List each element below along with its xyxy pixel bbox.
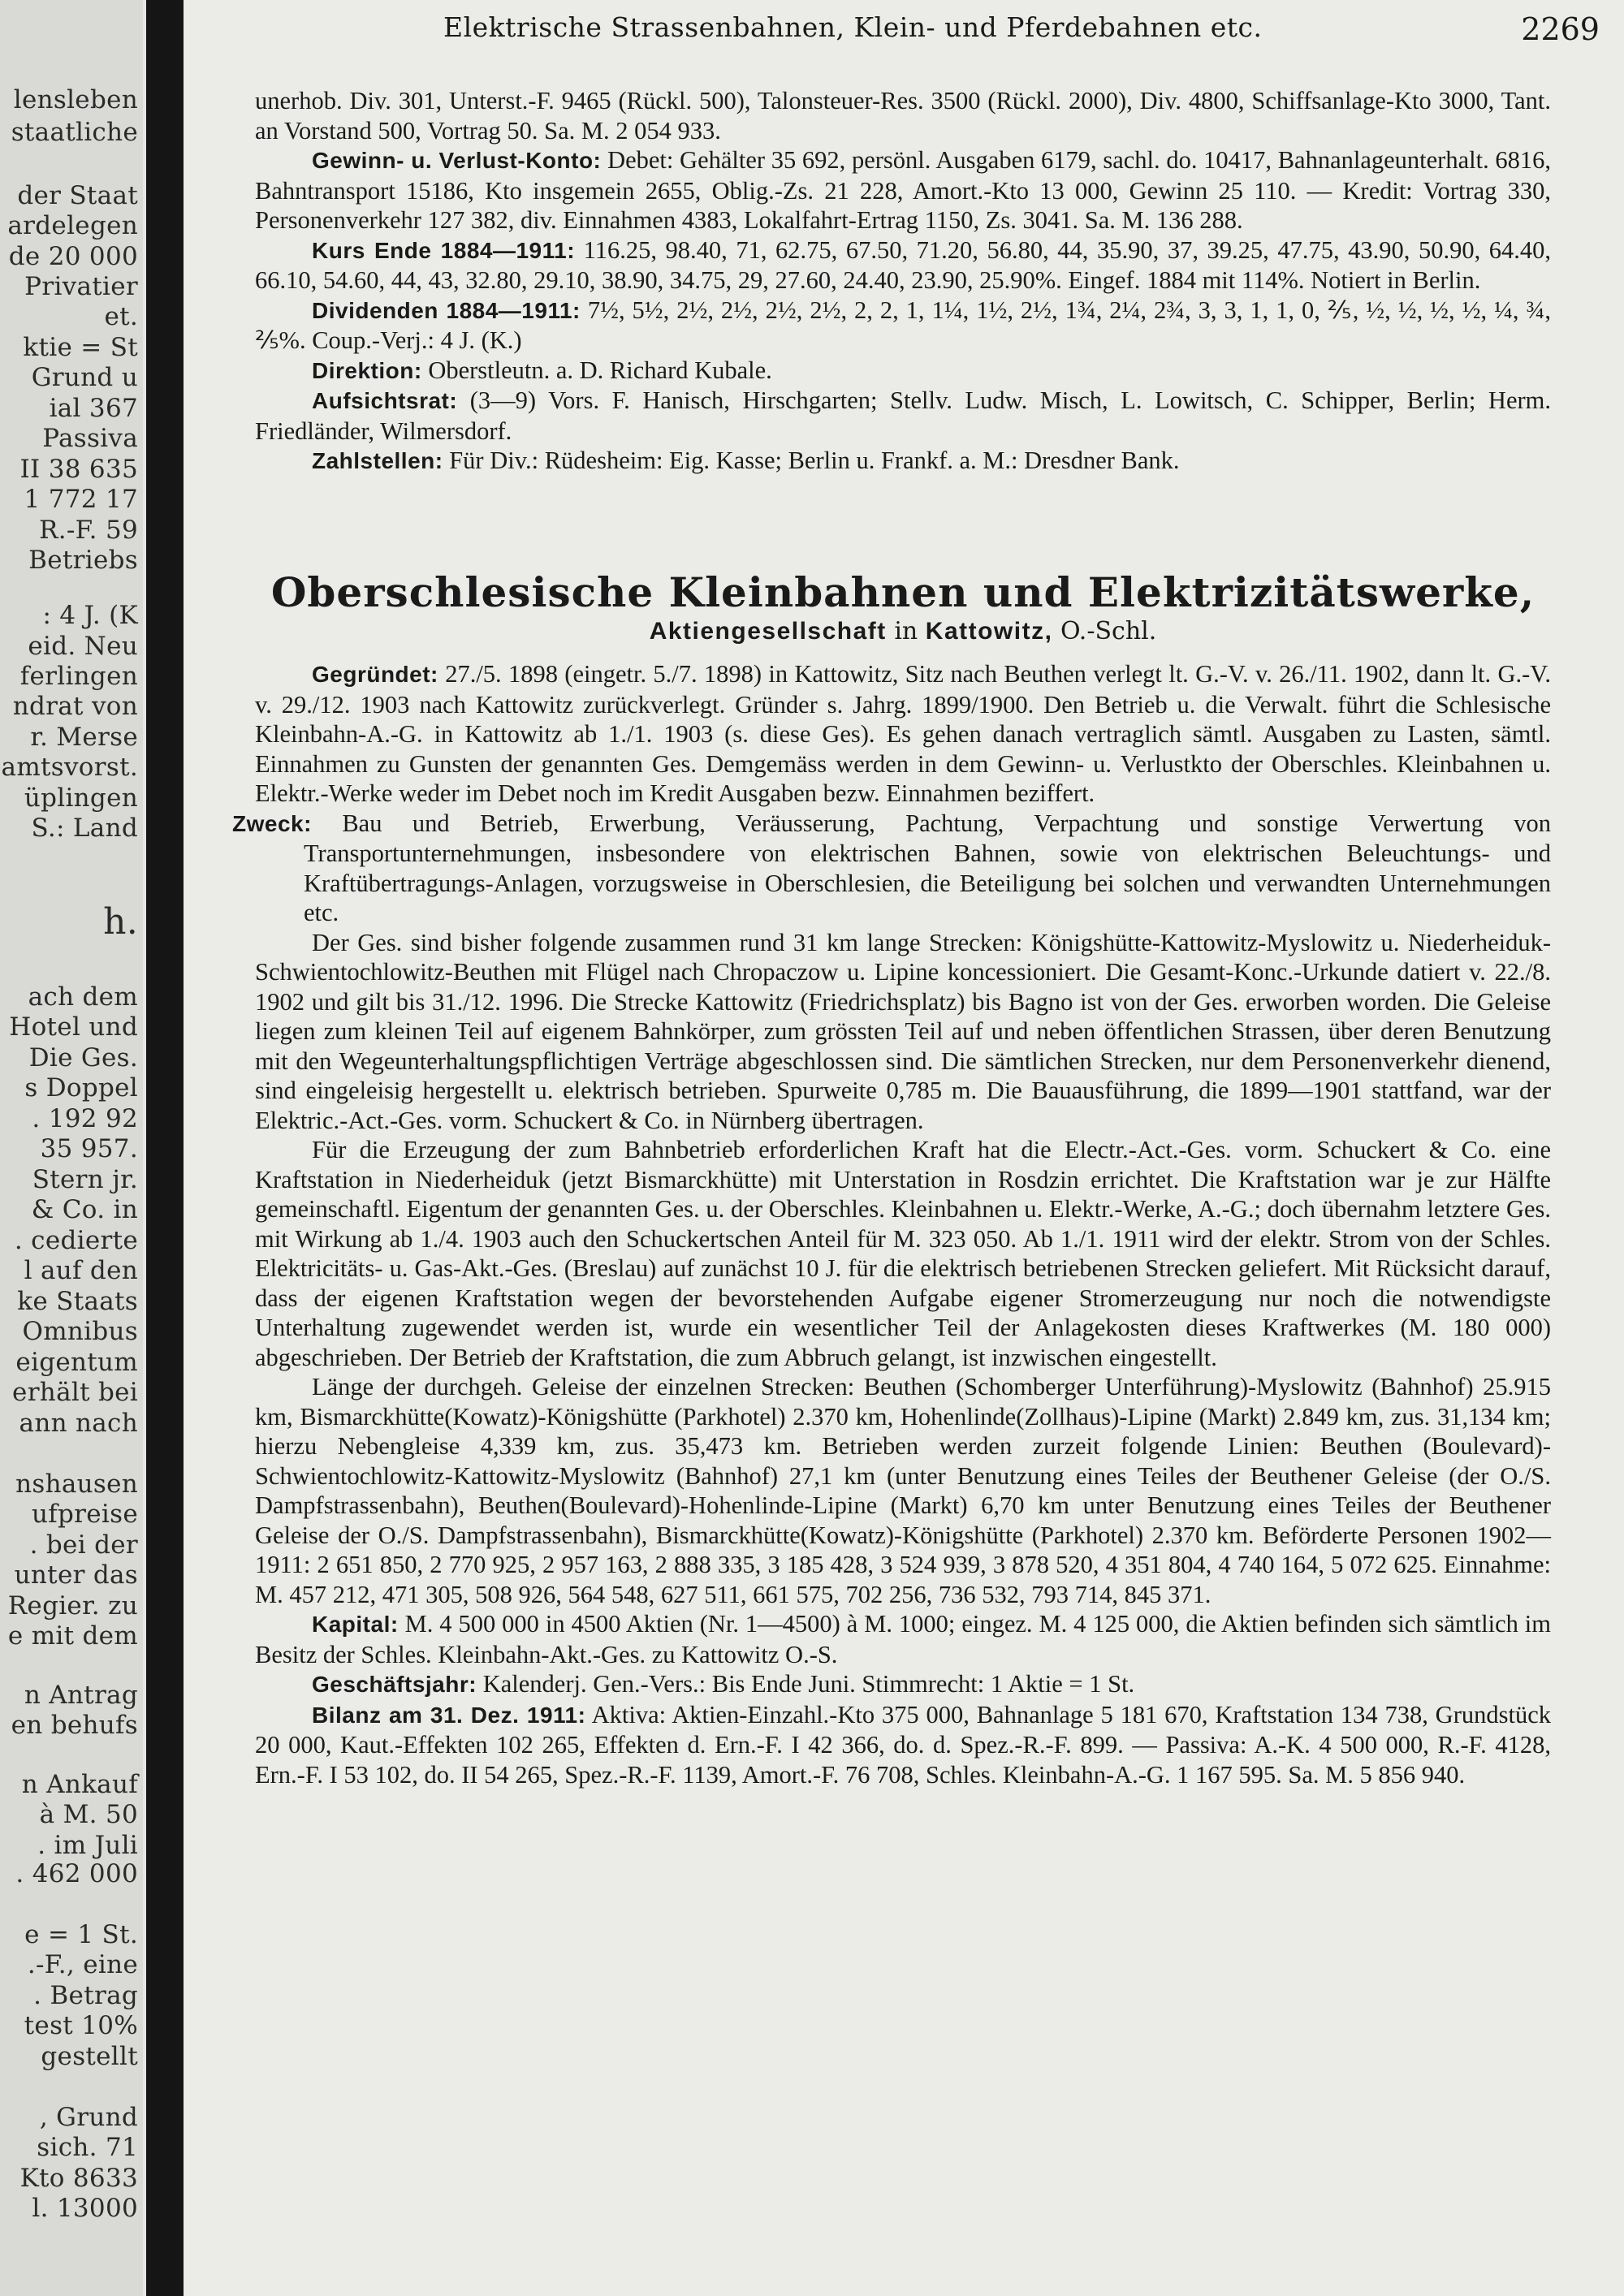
company-region: O.-Schl. — [1052, 617, 1157, 645]
previous-page-fragment: ann nach — [19, 1409, 138, 1438]
section-label: Bilanz am 31. Dez. 1911: — [312, 1702, 586, 1728]
section-label: Kurs Ende 1884—1911: — [312, 237, 576, 263]
previous-page-fragment: . Betrag — [33, 1981, 138, 2010]
previous-page-fragment: erhält bei — [12, 1378, 138, 1407]
section-label: Zahlstellen: — [312, 448, 443, 473]
previous-page-fragment: .-F., eine — [27, 1950, 138, 1979]
previous-page-fragment: . 462 000 — [15, 1859, 138, 1888]
paragraph-text: Debet: Gehälter 35 692, persönl. Ausgaben 6179, sachl. do. 10417, Bahnanlageunterhalt. 6816, Bahntransport 15186, Kto insgemein 2655, Oblig.-Zs. 21 228, Amort.-Kto 13 000, Gewinn 25 110. — Kredit: Vortrag 330, Personenverkehr 127 382, div. Einnahmen 4383, Lokalfahrt-Ertrag 1150, Zs. 3041. Sa. M. 136 288. — [255, 146, 1552, 234]
running-head-title: Elektrische Strassenbahnen, Klein- und Pferdebahnen etc. — [443, 11, 1263, 43]
previous-page-fragment: Die Ges. — [28, 1043, 138, 1072]
paragraph-text: 7½, 5½, 2½, 2½, 2½, 2½, 2, 2, 1, 1¼, 1½, 2½, 1¾, 2¼, 2¾, 3, 3, 1, 1, 0, ⅖, ½, ½, ½, ½, ¼, ¾, ⅖%. Coup.-Verj.: 4 J. (K.) — [255, 296, 1552, 354]
previous-page-fragment: à M. 50 — [39, 1800, 138, 1829]
previous-page-fragment: sich. 71 — [37, 2133, 138, 2162]
previous-page-fragment: h. — [103, 901, 138, 943]
book-gutter — [146, 0, 184, 2296]
previous-page-fragment: l auf den — [24, 1256, 138, 1285]
previous-page-fragment: l. 13000 — [32, 2194, 138, 2223]
paragraph-text: Kalenderj. Gen.-Vers.: Bis Ende Juni. Stimmrecht: 1 Aktie = 1 St. — [482, 1670, 1135, 1698]
company-subtitle — [255, 617, 1551, 646]
company-form: Aktiengesellschaft — [649, 618, 887, 645]
section-label: Zweck: — [232, 810, 312, 836]
subtitle-in: in — [886, 617, 926, 645]
previous-page-fragment: test 10% — [24, 2011, 138, 2040]
page-number: 2269 — [1521, 11, 1600, 47]
previous-page-fragment: eid. Neu — [28, 632, 138, 661]
paragraph — [255, 1700, 1551, 1790]
paragraph — [255, 86, 1551, 145]
previous-page-fragment: . cedierte — [14, 1226, 138, 1255]
previous-page-fragment: S.: Land — [31, 814, 138, 843]
previous-page-fragment: & Co. in — [31, 1195, 138, 1224]
page — [184, 0, 1624, 2296]
paragraph-text: Aktiva: Aktien-Einzahl.-Kto 375 000, Bahnanlage 5 181 670, Kraftstation 134 738, Grundstück 20 000, Kaut.-Effekten 102 265, Effekten d. Ern.-F. I 42 366, do. d. Spez.-R.-F. 899. — Passiva: A.-K. 4 500 000, R.-F. 4128, Ern.-F. I 53 102, do. II 54 265, Spez.-R.-F. 1139, Amort.-F. 76 708, Schles. Kleinbahn-A.-G. 1 167 595. Sa. M. 5 856 940. — [255, 1700, 1551, 1789]
previous-page-fragment: e mit dem — [7, 1621, 138, 1651]
previous-page-fragment: : 4 J. (K — [42, 601, 138, 630]
paragraph-text: Oberstleutn. a. D. Richard Kubale. — [428, 356, 772, 384]
paragraph — [255, 1669, 1551, 1700]
previous-page-fragment: 35 957. — [40, 1134, 138, 1163]
paragraph — [232, 809, 1552, 928]
previous-page-fragment: ach dem — [28, 982, 138, 1012]
previous-page-fragment: n Antrag — [24, 1681, 138, 1710]
previous-page-fragment: et. — [104, 302, 138, 331]
previous-page-fragment: ardelegen — [7, 211, 138, 240]
paragraph-text: 27./5. 1898 (eingetr. 5./7. 1898) in Kattowitz, Sitz nach Beuthen verlegt lt. G.-V. v. 26./11. 1902, dann lt. G.-V. v. 29./12. 1903 nach Kattowitz zurückverlegt. Gründer s. Jahrg. 1899/1900. Den Betrieb u. die Verwalt. führt die Schlesische Kleinbahn-A.-G. in Kattowitz ab 1./1. 1903 (s. diese Ges). Es gehen danach vertraglich sämtl. Ausgaben zu Lasten, sämtl. Einnahmen zu Gunsten der genannten Ges. Demgemäss werden in dem Gewinn- u. Verlustkto der Oberschles. Kleinbahnen u. Elektr.-Werke weder im Debet noch im Kredit Ausgaben bezw. Einnahmen beziffert. — [255, 660, 1551, 807]
previous-page-fragment: . im Juli — [37, 1831, 138, 1860]
paragraph-text: unerhob. Div. 301, Unterst.-F. 9465 (Rückl. 500), Talonsteuer-Res. 3500 (Rückl. 2000), Div. 4800, Schiffsanlage-Kto 3000, Tant. an Vorstand 500, Vortrag 50. Sa. M. 2 054 933. — [255, 87, 1551, 145]
previous-page-fragment: R.-F. 59 — [39, 516, 138, 545]
paragraph — [255, 356, 1551, 386]
previous-page-fragment: gestellt — [41, 2042, 138, 2071]
paragraph-text: Für Div.: Rüdesheim: Eig. Kasse; Berlin u. Frankf. a. M.: Dresdner Bank. — [449, 447, 1180, 474]
previous-page-fragment: Passiva — [42, 424, 138, 453]
previous-page-fragment: ndrat von — [12, 692, 138, 721]
running-head — [443, 11, 1600, 49]
section-label: Aufsichtsrat: — [312, 388, 458, 413]
previous-page-fragment: amtsvorst. — [1, 753, 138, 782]
paragraph — [255, 1135, 1551, 1372]
paragraph-text: (3—9) Vors. F. Hanisch, Hirschgarten; Stellv. Ludw. Misch, L. Lowitsch, C. Schipper, Berlin; Herm. Friedländer, Wilmersdorf. — [255, 386, 1551, 445]
previous-page-fragment: eigentum — [15, 1348, 138, 1377]
previous-page-fragment: r. Merse — [30, 723, 138, 752]
previous-page-fragment: Kto 8633 — [19, 2164, 138, 2193]
paragraph — [255, 659, 1551, 809]
paragraph — [255, 296, 1551, 356]
paragraph-text: Bau und Betrieb, Erwerbung, Veräusserung, Pachtung, Verpachtung und sonstige Verwertung von Transportunternehmungen, insbesondere von elektrischen Bahnen, sowie von elektrischen Beleuchtungs- und Kraftübertragungs-Anlagen, vorzugsweise in Oberschlesien, die Beteiligung bei solchen und verwandten Unternehmungen etc. — [304, 809, 1552, 926]
company-city: Kattowitz, — [925, 618, 1053, 645]
paragraph — [255, 386, 1551, 446]
paragraph — [255, 1609, 1551, 1669]
paragraph-text: 116.25, 98.40, 71, 62.75, 67.50, 71.20, 56.80, 44, 35.90, 37, 39.25, 47.75, 43.90, 50.90, 64.40, 66.10, 54.60, 44, 43, 32.80, 29.10, 38.90, 34.75, 29, 27.60, 24.40, 23.90, 25.90%. Eingef. 1884 mit 114%. Notiert in Berlin. — [255, 235, 1552, 294]
previous-page-fragment: üplingen — [24, 783, 138, 813]
previous-page-fragment: staatliche — [11, 118, 138, 147]
previous-page-fragment: . bei der — [29, 1530, 138, 1560]
paragraph-text: M. 4 500 000 in 4500 Aktien (Nr. 1—4500) à M. 1000; eingez. M. 4 125 000, die Aktien befinden sich sämtlich im Besitz der Schles. Kleinbahn-Akt.-Ges. zu Kattowitz O.-S. — [255, 1610, 1551, 1668]
paragraph-text: Länge der durchgeh. Geleise der einzelnen Strecken: Beuthen (Schomberger Unterführung)-Myslowitz (Bahnhof) 25.915 km, Bismarckhütte(Kowatz)-Königshütte (Parkhotel) 2.370 km, Hohenlinde(Zollhaus)-Lipine (Markt) 2.849 km, zus. 31,134 km; hierzu Nebengleise 4,339 km, zus. 35,473 km. Betrieben werden zurzeit folgende Linien: Beuthen (Boulevard)-Schwientochlowitz-Kattowitz-Myslowitz (Bahnhof) 27,1 km (unter Benutzung eines Teiles der Beuthener Geleise (der O./S. Dampfstrassenbahn), Beuthen(Boulevard)-Hohenlinde-Lipine (Markt) 6,70 km unter Benutzung eines Teiles der Beuthener Geleise der O./S. Dampfstrassenbahn), Bismarckhütte(Kowatz)-Königshütte (Parkhotel) 2.370 km. Beförderte Personen 1902—1911: 2 651 850, 2 770 925, 2 957 163, 2 888 335, 3 185 428, 3 524 939, 3 878 520, 4 351 804, 4 740 164, 5 072 625. Einnahme: M. 457 212, 471 305, 508 926, 564 548, 627 511, 661 575, 702 256, 736 532, 793 714, 845 371. — [255, 1373, 1551, 1608]
previous-page-fragment: II 38 635 — [19, 455, 138, 484]
previous-page-fragment: Omnibus — [22, 1317, 138, 1346]
previous-page-fragment: Stern jr. — [32, 1165, 138, 1194]
previous-page-fragment: ufpreise — [31, 1500, 138, 1529]
paragraph — [255, 1372, 1551, 1609]
company-entry-body — [232, 659, 1552, 1789]
previous-page-fragment: ferlingen — [19, 662, 138, 691]
paragraph — [255, 235, 1551, 296]
company-heading — [255, 568, 1551, 646]
paragraph — [255, 446, 1551, 477]
section-label: Dividenden 1884—1911: — [312, 297, 581, 323]
previous-page-fragment: . 192 92 — [32, 1104, 138, 1133]
section-label: Gegründet: — [312, 662, 438, 687]
previous-page-fragment: Regier. zu — [7, 1591, 138, 1621]
section-label: Gewinn- u. Verlust-Konto: — [312, 148, 602, 173]
section-label: Geschäftsjahr: — [312, 1672, 477, 1697]
previous-page-fragment: en behufs — [11, 1711, 138, 1740]
previous-page-fragment: e = 1 St. — [24, 1920, 138, 1949]
paragraph-text: Für die Erzeugung der zum Bahnbetrieb erforderlichen Kraft hat die Electr.-Act.-Ges. vorm. Schuckert & Co. eine Kraftstation in Niederheiduk (jetzt Bismarckhütte) mit Unterstation in Rosdzin errichtet. Die Kraftstation war je zur Hälfte gemeinschaftl. Eigentum der genannten Ges. u. der Oberschles. Kleinbahnen u. Elektr.-Werke, A.-G.; doch übernahm letztere Ges. mit Wirkung ab 1./4. 1903 auch den Schuckertschen Anteil für M. 323 050. Ab 1./1. 1911 wird der elektr. Strom von der Schles. Elektricitäts- u. Gas-Akt.-Ges. (Breslau) auf zunächst 10 J. für die elektrisch betriebenen Strecken geliefert. Mit Rücksicht darauf, dass der eigenen Kraftstation wegen der bevorstehenden Aufgabe eigener Stromerzeugung nur noch die notwendigste Unterhaltung zugewendet werden ist, wurde ein wesentlicher Teil der Anlagekosten dieses Kraftwerkes (M. 180 000) abgeschrieben. Der Betrieb der Kraftstation, die zum Abbruch gelangt, ist inzwischen eingestellt. — [255, 1136, 1551, 1371]
previous-page-fragment: nshausen — [15, 1470, 138, 1499]
section-label: Direktion: — [312, 357, 422, 383]
previous-page-fragment: ke Staats — [17, 1287, 138, 1316]
paragraph — [255, 145, 1551, 235]
section-label: Kapital: — [312, 1612, 399, 1637]
previous-page-fragment: 1 772 17 — [24, 485, 138, 514]
paragraph-text: Der Ges. sind bisher folgende zusammen rund 31 km lange Strecken: Königshütte-Kattowitz-Myslowitz u. Niederheiduk-Schwientochlowitz-Beuthen mit Flügel nach Chropaczow u. Lipine koncessioniert. Die Gesamt-Konc.-Urkunde datiert v. 22./8. 1902 und gilt bis 31./12. 1996. Die Strecke Kattowitz (Friedrichsplatz) bis Bagno ist von der Ges. erworben worden. Die Geleise liegen zum kleinen Teil auf eigenem Bahnkörper, zum grössten Teil auf und neben öffentlichen Strassen, über deren Benutzung mit den Wegeunterhaltungspflichtigen Verträge abgeschlossen sind. Die sämtlichen Strecken, nur dem Personenverkehr dienend, sind eingeleisig hergestellt u. elektrisch betrieben. Spurweite 0,785 m. Die Bauausführung, die 1899—1901 stattfand, war der Elektric.-Act.-Ges. vorm. Schuckert & Co. in Nürnberg übertragen. — [255, 928, 1551, 1134]
previous-page-fragment: ial 367 — [49, 394, 138, 423]
company-name: Oberschlesische Kleinbahnen und Elektrizitätswerke, — [270, 568, 1535, 616]
previous-page-fragment: lensleben — [13, 85, 138, 114]
previous-page-fragment: der Staat — [17, 181, 138, 210]
previous-page-fragment: Betriebs — [28, 546, 138, 575]
previous-page-fragment: Hotel und — [9, 1012, 138, 1042]
previous-page-fragment: ktie = St — [23, 333, 138, 362]
previous-page-fragment: Privatier — [24, 272, 138, 301]
previous-page-edge — [0, 0, 143, 2296]
previous-page-fragment: n Ankauf — [21, 1770, 138, 1799]
previous-page-fragment: , Grund — [39, 2103, 138, 2132]
paragraph — [255, 928, 1551, 1136]
previous-page-fragment: s Doppel — [24, 1073, 138, 1103]
previous-page-fragment: Grund u — [31, 363, 138, 392]
previous-entry-continuation — [255, 86, 1551, 477]
previous-page-fragment: unter das — [14, 1560, 138, 1590]
previous-page-fragment: de 20 000 — [8, 242, 138, 271]
